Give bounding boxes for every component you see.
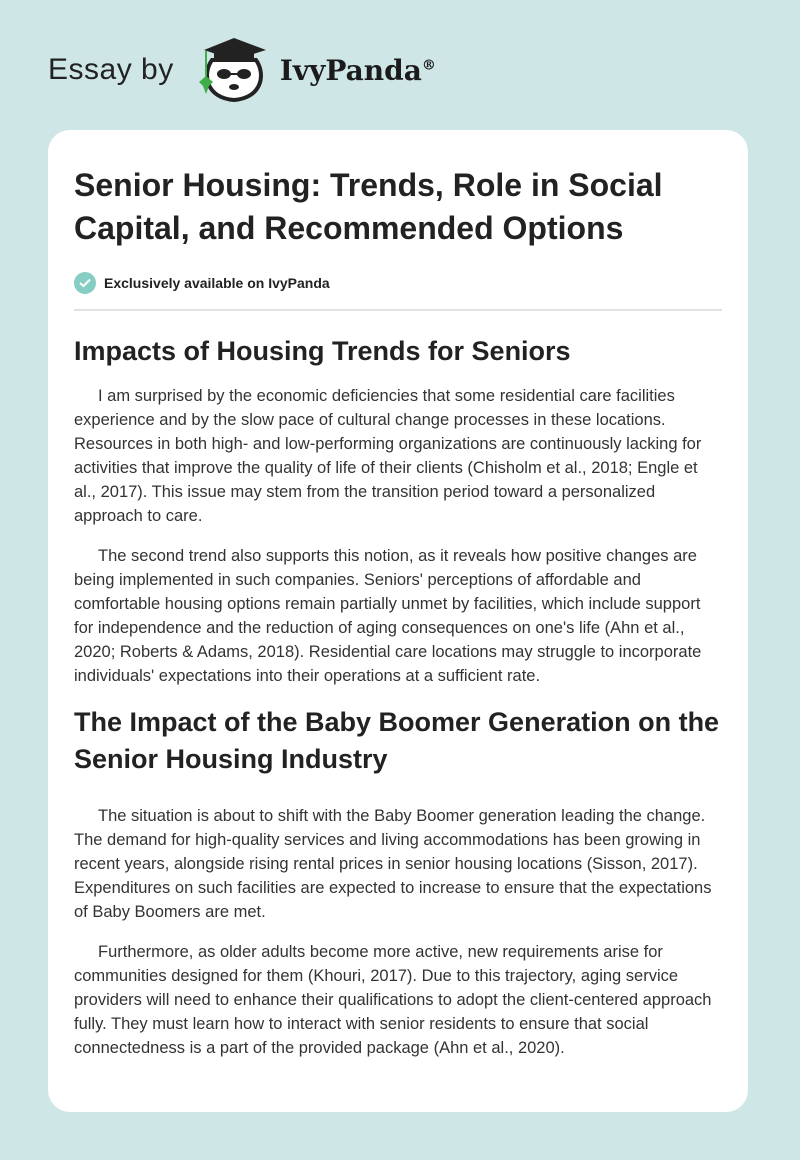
essay-title: Senior Housing: Trends, Role in Social Capital, and Recommended Options [74, 167, 663, 246]
exclusive-badge [74, 272, 722, 294]
section-heading: The Impact of the Baby Boomer Generation on the Senior Housing Industry [74, 707, 720, 774]
essay-by-label: Essay by [48, 53, 174, 86]
essay-card [48, 130, 748, 1112]
site-header [48, 34, 436, 106]
section-heading: Impacts of Housing Trends for Seniors [74, 336, 571, 366]
exclusive-text: Exclusively available on IvyPanda [104, 275, 330, 291]
brand-name: IvyPanda® [279, 53, 436, 87]
paragraph: I am surprised by the economic deficiencies that some residential care facilities experience and by the slow pace of cultural change processes in these locations. Resources in both high- and low-performing organizations are continuously lacking for activities that improve the quality of life of their clients (Chisholm et al., 2018; Engle et al., 2017). This issue may stem from the transition period toward a personalized approach to care. [74, 387, 702, 525]
divider [74, 309, 722, 311]
ivypanda-logo-icon[interactable] [194, 34, 274, 106]
paragraph: The situation is about to shift with the Baby Boomer generation leading the change. The demand for high-quality services and living accommodations has been growing in recent years, alongside rising rental prices in senior housing locations (Sisson, 2017). Expenditures on such facilities are expected to increase to ensure that the expectations of Baby Boomers are met. [74, 807, 712, 921]
paragraph: The second trend also supports this notion, as it reveals how positive changes are being implemented in such companies. Seniors' perceptions of affordable and comfortable housing options remain partially unmet by facilities, which include support for independence and the reduction of aging consequences on one's life (Ahn et al., 2020; Roberts & Adams, 2018). Residential care locations may struggle to incorporate individuals' expectations into their operations at a sufficient rate. [74, 547, 702, 685]
check-icon [74, 272, 96, 294]
paragraph: Furthermore, as older adults become more active, new requirements arise for communities designed for them (Khouri, 2017). Due to this trajectory, aging service providers will need to enhance their qualifications to adopt the client-centered approach fully. They must learn how to interact with senior residents to ensure that social connectedness is a part of the provided package (Ahn et al., 2020). [74, 943, 712, 1057]
